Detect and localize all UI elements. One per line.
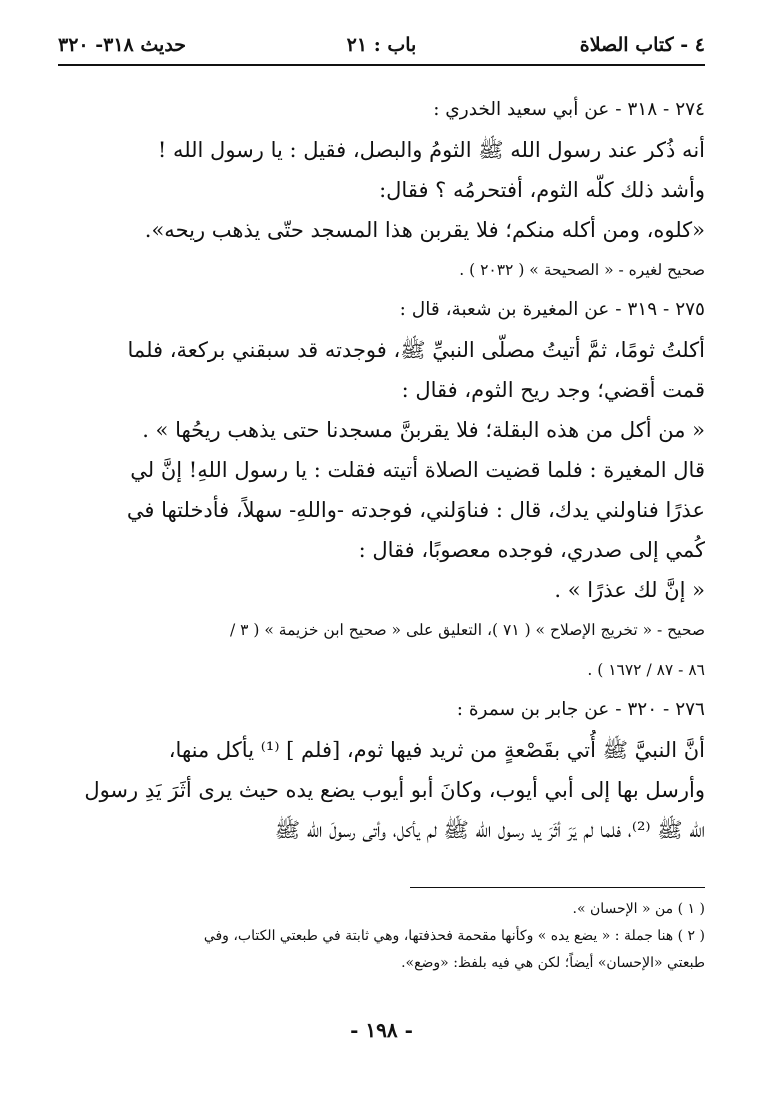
header-chapter-number: باب : ٢١ — [346, 34, 417, 56]
running-header — [58, 32, 705, 66]
footnote-1: ( ١ ) من « الإحسان ». — [572, 901, 705, 917]
hadith-275-grading: صحيح - « تخريج الإصلاح » ( ٧١ )، التعليق على « صحيح ابن خزيمة » ( ٣ / — [229, 621, 705, 639]
hadith-274-grading: صحيح لغيره - « الصحيحة » ( ٢٠٣٢ ) . — [459, 261, 705, 279]
hadith-274-text-line: «كلوه، ومن أكله منكم؛ فلا يقربن هذا المسجد حتّى يذهب ريحه». — [144, 218, 705, 242]
hadith-275-text-line: « إنَّ لك عذرًا » . — [554, 578, 705, 602]
hadith-276-text-line: أنَّ النبيَّ ﷺ أُتي بقَصْعةٍ من ثريد فيها ثوم، [فلم ] ⁽¹⁾ يأكل منها، — [168, 738, 705, 762]
header-hadith-range: حديث ٣١٨- ٣٢٠ — [58, 34, 187, 56]
footnotes — [62, 896, 705, 977]
footnote-2: ( ٢ ) هنا جملة : « يضع يده » وكأنها مقحمة فحذفتها، وهي ثابتة في طبعتي الكتاب، وفي — [203, 928, 705, 944]
hadith-274-text-line: أنه ذُكر عند رسول الله ﷺ الثومُ والبصل، فقيل : يا رسول الله ! — [157, 138, 705, 162]
header-book-chapter: ٤ - كتاب الصلاة — [579, 34, 705, 56]
hadith-275-text-line: قال المغيرة : فلما قضيت الصلاة أتيته فقلت : يا رسول اللهِ! إنَّ لي — [130, 458, 705, 482]
hadith-275-grading: ٨٦ - ٨٧ / ١٦٧٢ ) . — [587, 661, 705, 679]
page-number: - ١٩٨ - — [350, 1018, 413, 1042]
hadith-275-text-line: كُمي إلى صدري، فوجده معصوبًا، فقال : — [358, 538, 705, 562]
hadith-276-text-line: الله ﷺ ⁽²⁾، فلما لم يَرَ أثَرَ يد رسول الله ﷺ لم يأكل، وأتى رسولَ الله ﷺ — [274, 818, 705, 842]
hadith-275-heading: ٢٧٥ - ٣١٩ - عن المغيرة بن شعبة، قال : — [399, 299, 705, 320]
hadith-275-text-line: عذرًا فناولني يدك، قال : فناوَلني، فوجدته -واللهِ- سهلاً، فأدخلتها في — [126, 498, 705, 522]
hadith-276-heading: ٢٧٦ - ٣٢٠ - عن جابر بن سمرة : — [456, 699, 705, 720]
hadith-275-text-line: قمت أقضي؛ وجد ريح الثوم، فقال : — [401, 378, 705, 402]
footnote-2-continued: طبعتي «الإحسان» أيضاً؛ لكن هي فيه بلفظ: «وضع». — [401, 955, 705, 971]
hadith-274-text-line: وأشد ذلك كلّه الثوم، أفتحرمُه ؟ فقال: — [379, 178, 705, 202]
footnote-divider — [410, 887, 705, 888]
main-text — [62, 90, 705, 850]
hadith-274-heading: ٢٧٤ - ٣١٨ - عن أبي سعيد الخدري : — [433, 99, 705, 120]
hadith-275-text-line: أكلتُ ثومًا، ثمَّ أتيتُ مصلّى النبيِّ ﷺ، فوجدته قد سبقني بركعة، فلما — [127, 338, 705, 362]
hadith-275-text-line: « من أكل من هذه البقلة؛ فلا يقربنَّ مسجدنا حتى يذهب ريحُها » . — [142, 418, 705, 442]
hadith-276-text-line: وأرسل بها إلى أبي أيوب، وكانَ أبو أيوب يضع يده حيث يرى أثَرَ يَدِ رسول — [84, 778, 705, 802]
